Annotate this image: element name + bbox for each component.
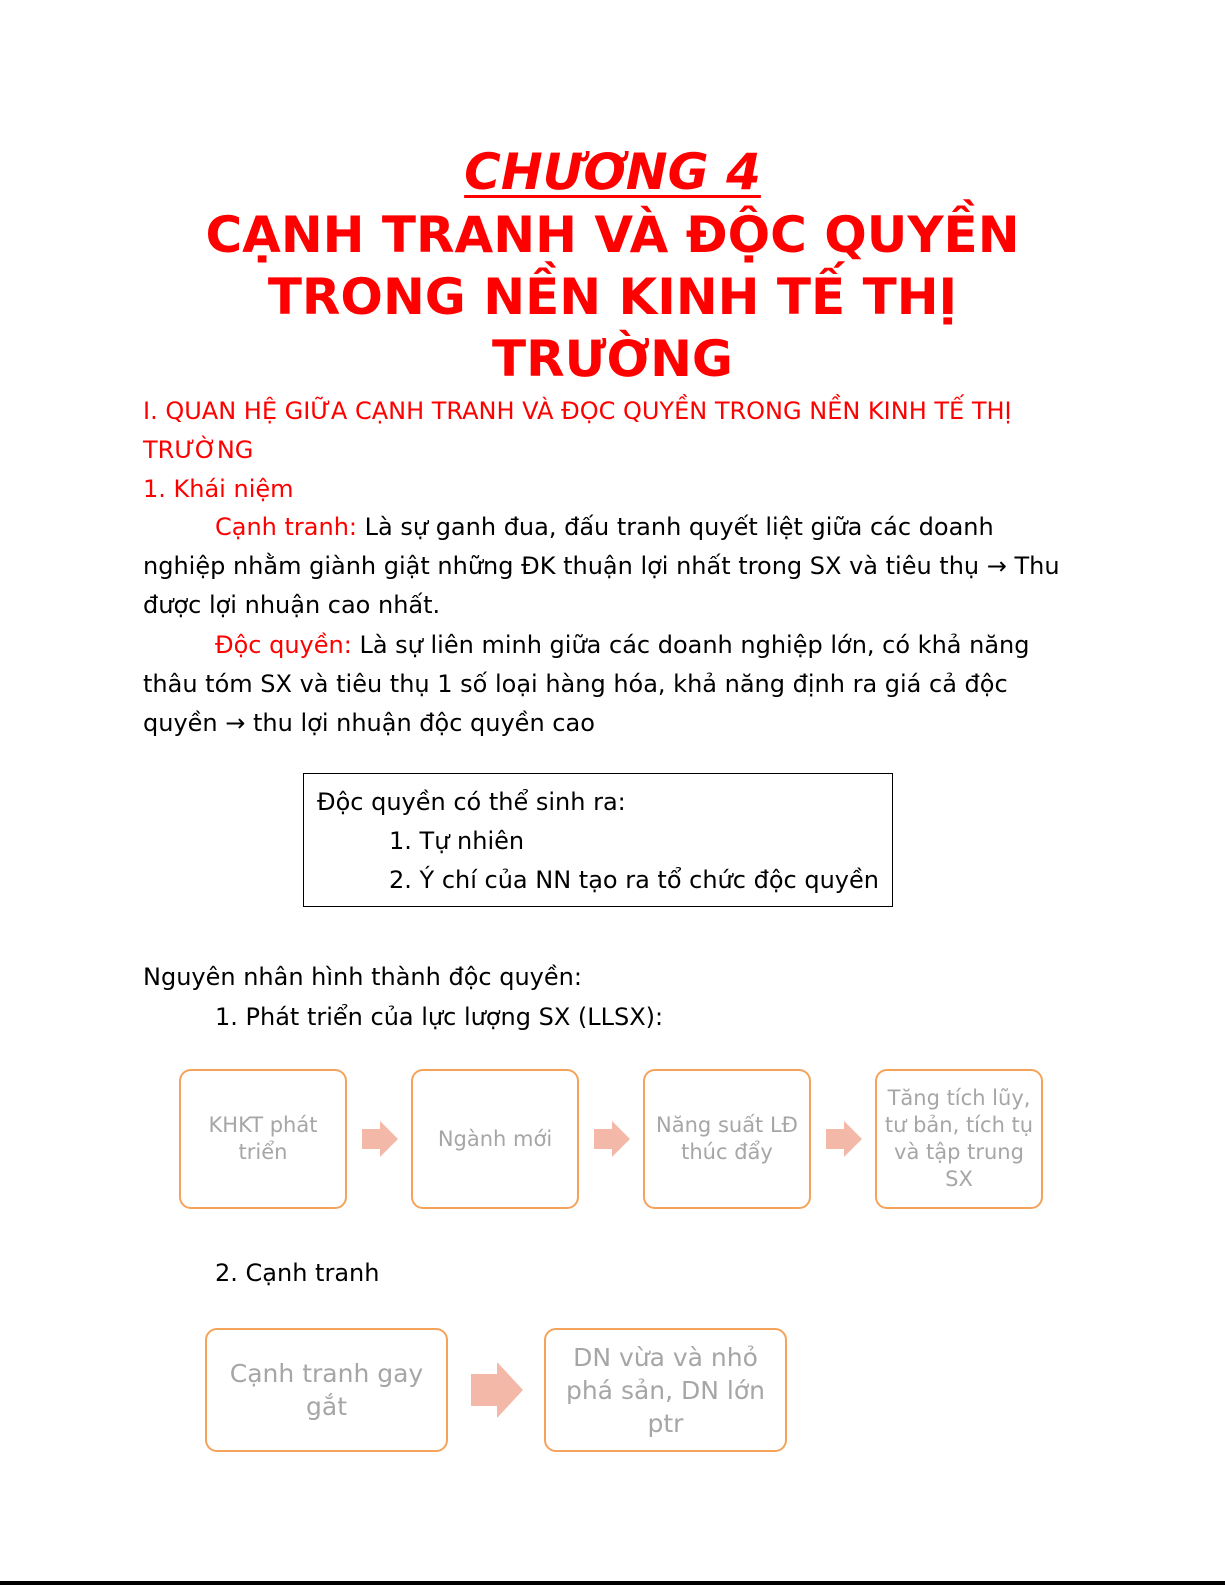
flow-node-2: DN vừa và nhỏ phá sản, DN lớn ptr [544,1328,787,1452]
cause-1-label: 1. Phát triển của lực lượng SX (LLSX): [215,1003,664,1031]
title-line-3: TRƯỜNG [492,330,733,388]
flow-node-4: Tăng tích lũy, tư bản, tích tụ và tập trung SX [875,1069,1043,1209]
flow-node-1: KHKT phát triển [179,1069,347,1209]
flow-node-2: Ngành mới [411,1069,579,1209]
flow-arrow-icon [826,1121,862,1157]
flow-arrow-icon [594,1121,630,1157]
page-bottom-rule [0,1581,1225,1585]
arrow-symbol: → [986,552,1007,580]
flow-arrow-icon [471,1362,523,1418]
cause-2-label: 2. Cạnh tranh [215,1259,380,1287]
definition-text: Là sự liên minh giữa các doanh nghiệp lớn, có khả năng thâu tóm SX và tiêu thụ 1 số loại hàng hóa, khả năng định ra giá cả độc quyền [143,631,1030,737]
flow-node-3: Năng suất LĐ thúc đẩy [643,1069,811,1209]
box-item-2: 2. Ý chí của NN tạo ra tổ chức độc quyền [389,866,879,894]
flow-arrow-icon [362,1121,398,1157]
section-heading: I. QUAN HỆ GIỮA CẠNH TRANH VÀ ĐỌC QUYỀN TRONG NỀN KINH TẾ THỊ TRƯỜNG [143,397,1012,464]
arrow-symbol: → [225,709,246,737]
chapter-label: CHƯƠNG 4 [464,143,761,201]
definition-text: Là sự ganh đua, đấu tranh quyết liệt giữa các doanh nghiệp nhằm giành giật những ĐK thuận lợi nhất trong SX và tiêu thụ [143,513,994,580]
causes-heading: Nguyên nhân hình thành độc quyền: [143,963,582,991]
title-line-2: TRONG NỀN KINH TẾ THỊ [267,268,958,326]
term-monopoly: Độc quyền: [215,631,352,659]
box-item-1: 1. Tự nhiên [389,827,525,855]
flow-node-1: Cạnh tranh gay gắt [205,1328,448,1452]
definition-text-end: thu lợi nhuận độc quyền cao [245,709,595,737]
definition-competition [143,508,1078,625]
definition-monopoly [143,626,1078,743]
title-line-1: CẠNH TRANH VÀ ĐỘC QUYỀN [205,206,1020,264]
page-title [0,204,1225,390]
term-competition: Cạnh tranh: [215,513,358,541]
box-title: Độc quyền có thể sinh ra: [317,788,626,816]
monopoly-origin-box [303,773,893,907]
subsection-heading: 1. Khái niệm [143,475,294,503]
definition-text-end: Thu được lợi nhuận cao nhất. [143,552,1060,619]
